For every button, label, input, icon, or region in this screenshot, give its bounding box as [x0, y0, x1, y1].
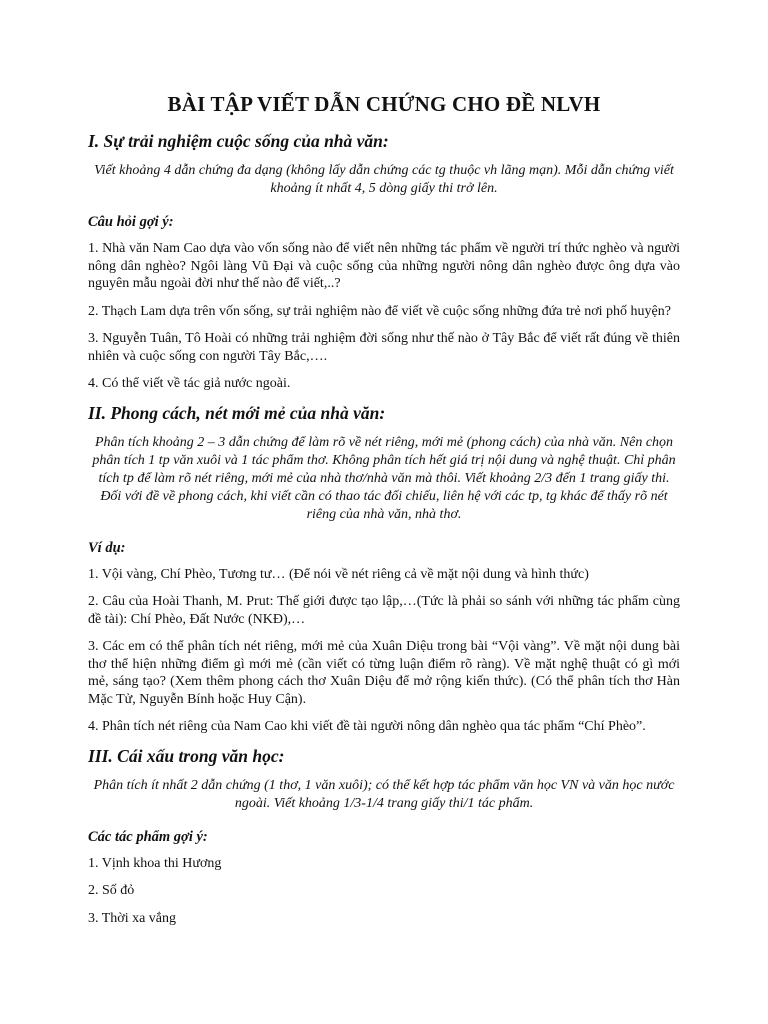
list-item: 3. Thời xa vắng — [88, 910, 177, 926]
sub-heading: Câu hỏi gợi ý: — [88, 214, 174, 230]
list-item: 2. Thạch Lam dựa trên vốn sống, sự trải nghiệm nào để viết về cuộc sống những đứa trẻ nơi phố huyện? — [88, 303, 671, 319]
section-heading: I. Sự trải nghiệm cuộc sống của nhà văn: — [88, 131, 389, 151]
sub-heading: Ví dụ: — [88, 539, 126, 556]
list-item: 4. Phân tích nét riêng của Nam Cao khi viết đề tài người nông dân nghèo qua tác phẩm “Chí Phèo”. — [88, 719, 646, 734]
list-item: 3. Nguyễn Tuân, Tô Hoài có những trải nghiệm đời sống như thế nào ở Tây Bắc để viết rất đúng về thiên nhiên và cuộc sống con người Tây Bắc,…. — [88, 331, 680, 364]
list-item: 4. Có thể viết về tác giả nước ngoài. — [88, 376, 291, 391]
list-item: 1. Vội vàng, Chí Phèo, Tương tư… (Để nói về nét riêng cả về mặt nội dung và hình thức) — [88, 566, 589, 582]
list-item: 1. Nhà văn Nam Cao dựa vào vốn sống nào để viết nên những tác phẩm về người trí thức nghèo và người nông dân nghèo? Ngôi làng Vũ Đại và cuộc sống của những người nông dân nghèo được ông dựa vào nguyên mẫu ngoài đời như thế nào để viết,..? — [88, 241, 680, 291]
section-heading: III. Cái xấu trong văn học: — [88, 745, 285, 766]
list-item: 2. Câu của Hoài Thanh, M. Prut: Thế giới được tạo lập,…(Tức là phải so sánh với những tác phẩm cùng đề tài): Chí Phèo, Đất Nước (NKĐ),… — [88, 594, 680, 627]
list-item: 2. Số đỏ — [88, 883, 135, 898]
section-3 — [88, 746, 680, 928]
section-1 — [88, 131, 680, 393]
sub-heading: Các tác phẩm gợi ý: — [88, 828, 208, 845]
list-item: 3. Các em có thể phân tích nét riêng, mới mẻ của Xuân Diệu trong bài “Vội vàng”. Về mặt nội dung bài thơ thể hiện những điểm gì mới mẻ (cần viết có từng luận điểm rõ ràng). Về mặt nghệ thuật có gì mới mẻ, sáng tạo? (Xem thêm phong cách thơ Xuân Diệu để mở rộng kiến thức). (Có thể phân tích thơ Hàn Mặc Tử, Nguyễn Bính hoặc Huy Cận). — [88, 639, 680, 707]
list-item: 1. Vịnh khoa thi Hương — [88, 855, 222, 871]
section-heading: II. Phong cách, nét mới mẻ của nhà văn: — [88, 402, 386, 423]
section-note: Phân tích khoảng 2 – 3 dẫn chứng để làm rõ về nét riêng, mới mẻ (phong cách) của nhà văn. Nên chọn phân tích 1 tp văn xuôi và 1 tác phẩm thơ. Không phân tích hết giá trị nội dung và nghệ thuật. Chỉ phân tích tp để làm rõ nét riêng, mới mẻ của nhà thơ/nhà văn mà thôi. Viết khoảng 2/3 đến 1 trang giấy thi. Đối với đề về phong cách, khi viết cần có thao tác đối chiếu, liên hệ với các tp, tg khác để thấy rõ nét riêng của nhà văn, nhà thơ. — [92, 434, 676, 522]
section-2 — [88, 403, 680, 736]
section-note: Viết khoảng 4 dẫn chứng đa dạng (không lấy dẫn chứng các tg thuộc vh lãng mạn). Mỗi dẫn chứng viết khoảng ít nhất 4, 5 dòng giấy thi trở lên. — [94, 163, 674, 196]
section-note: Phân tích ít nhất 2 dẫn chứng (1 thơ, 1 văn xuôi); có thể kết hợp tác phẩm văn học VN và văn học nước ngoài. Viết khoảng 1/3-1/4 trang giấy thi/1 tác phẩm. — [93, 777, 675, 811]
document-title: BÀI TẬP VIẾT DẪN CHỨNG CHO ĐỀ NLVH — [167, 92, 601, 116]
